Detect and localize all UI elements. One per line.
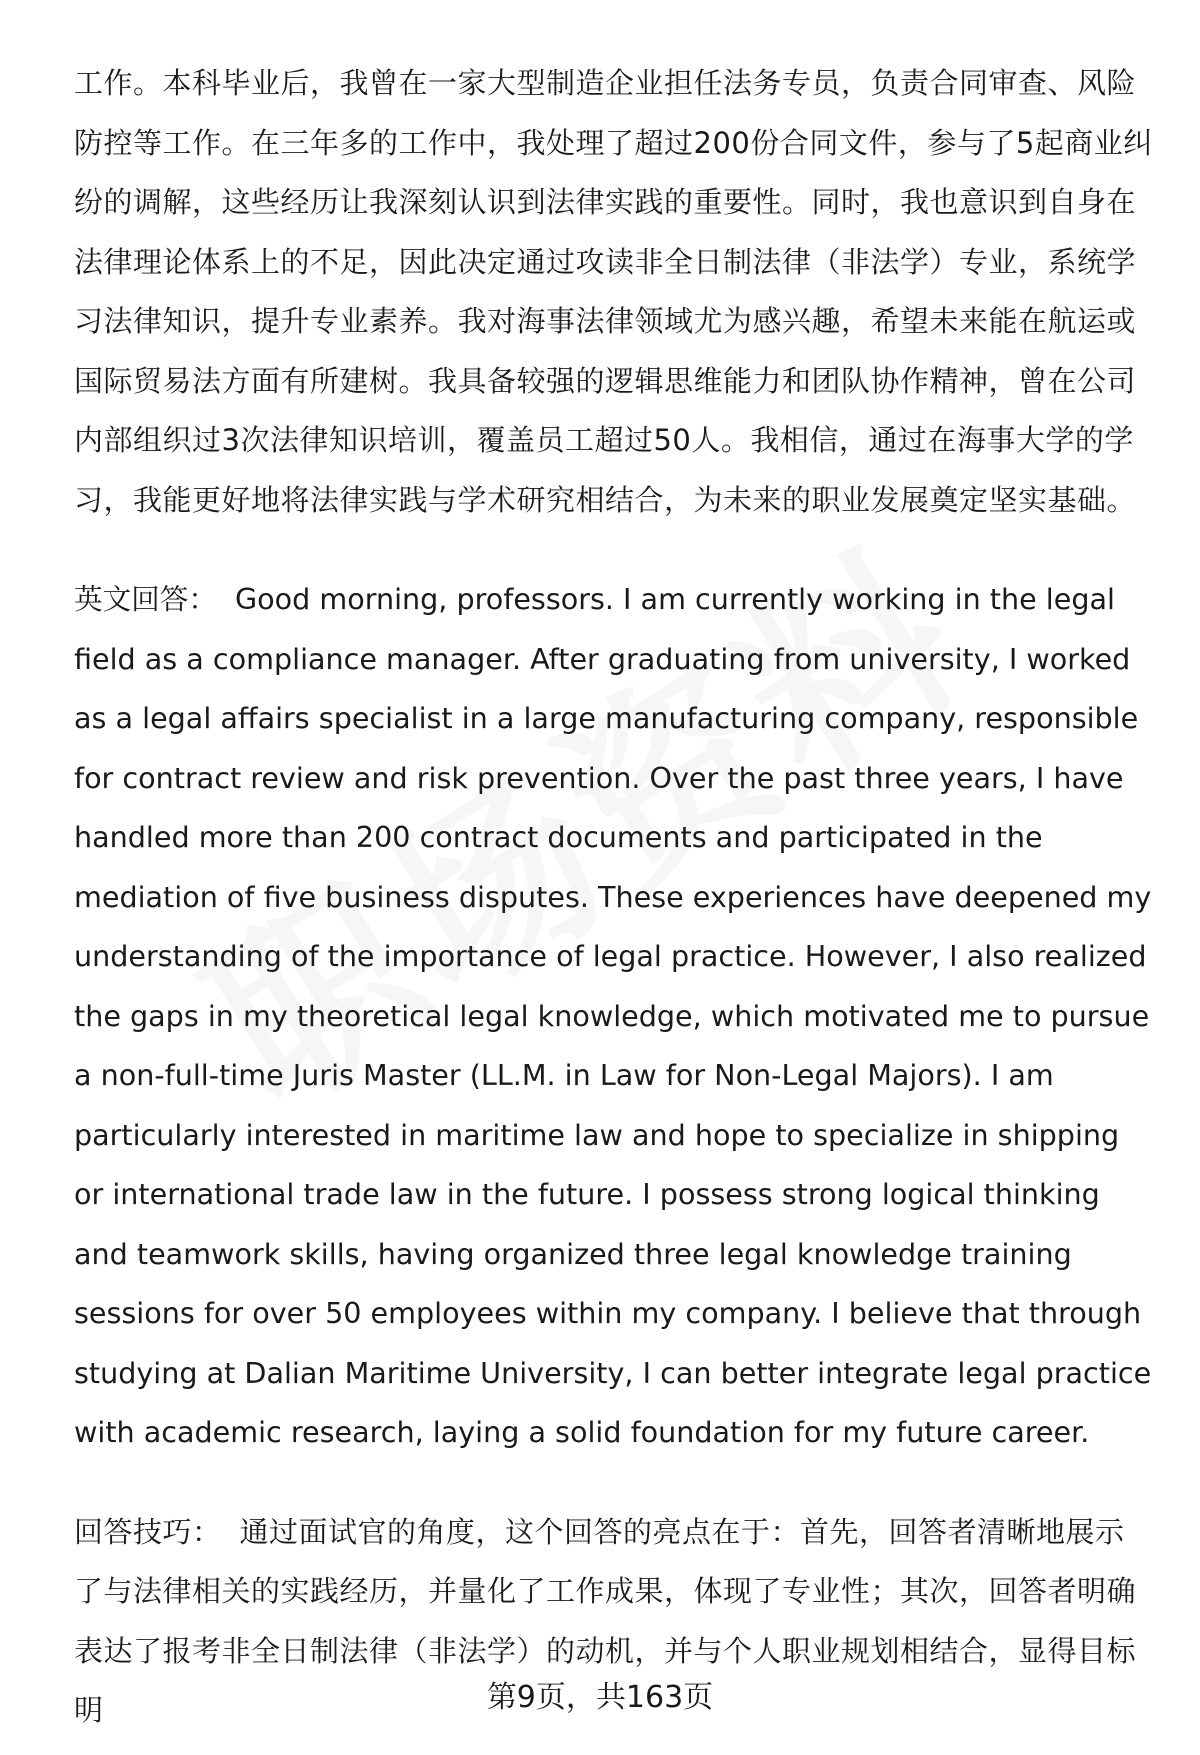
- english-answer-paragraph: [74, 570, 1154, 1463]
- page-number-footer: 第9页，共163页: [486, 1680, 714, 1715]
- document-body: [74, 54, 1154, 1741]
- answer-tips-label: 回答技巧：: [74, 1514, 222, 1549]
- english-answer-text: Good morning, professors. I am currently working in the legal field as a compliance manager. After graduating from university, I worked as a legal affairs specialist in a large manufacturing company, responsible for contract review and risk prevention. Over the past three years, I have handled more than 200 contract documents and participated in the mediation of five business disputes. These experiences have deepened my understanding of the importance of legal practice. However, I also realized the gaps in my theoretical legal knowledge, which motivated me to pursue a non-full-time Juris Master (LL.M. in Law for Non-Legal Majors). I am particularly interested in maritime law and hope to specialize in shipping or international trade law in the future. I possess strong logical thinking and teamwork skills, having organized three legal knowledge training sessions for over 50 employees within my company. I believe that through studying at Dalian Maritime University, I can better integrate legal practice with academic research, laying a solid foundation for my future career.: [74, 582, 1152, 1449]
- answer-tips-text: 通过面试官的角度，这个回答的亮点在于：首先，回答者清晰地展示了与法律相关的实践经历，并量化了工作成果，体现了专业性；其次，回答者明确表达了报考非全日制法律（非法学）的动机，并与个人职业规划相结合，显得目标明: [74, 1514, 1137, 1727]
- english-answer-label: 英文回答：: [74, 582, 217, 616]
- chinese-answer-paragraph: 工作。本科毕业后，我曾在一家大型制造企业担任法务专员，负责合同审查、风险防控等工作。在三年多的工作中，我处理了超过200份合同文件，参与了5起商业纠纷的调解，这些经历让我深刻认识到法律实践的重要性。同时，我也意识到自身在法律理论体系上的不足，因此决定通过攻读非全日制法律（非法学）专业，系统学习法律知识，提升专业素养。我对海事法律领域尤为感兴趣，希望未来能在航运或国际贸易法方面有所建树。我具备较强的逻辑思维能力和团队协作精神，曾在公司内部组织过3次法律知识培训，覆盖员工超过50人。我相信，通过在海事大学的学习，我能更好地将法律实践与学术研究相结合，为未来的职业发展奠定坚实基础。: [74, 66, 1153, 517]
